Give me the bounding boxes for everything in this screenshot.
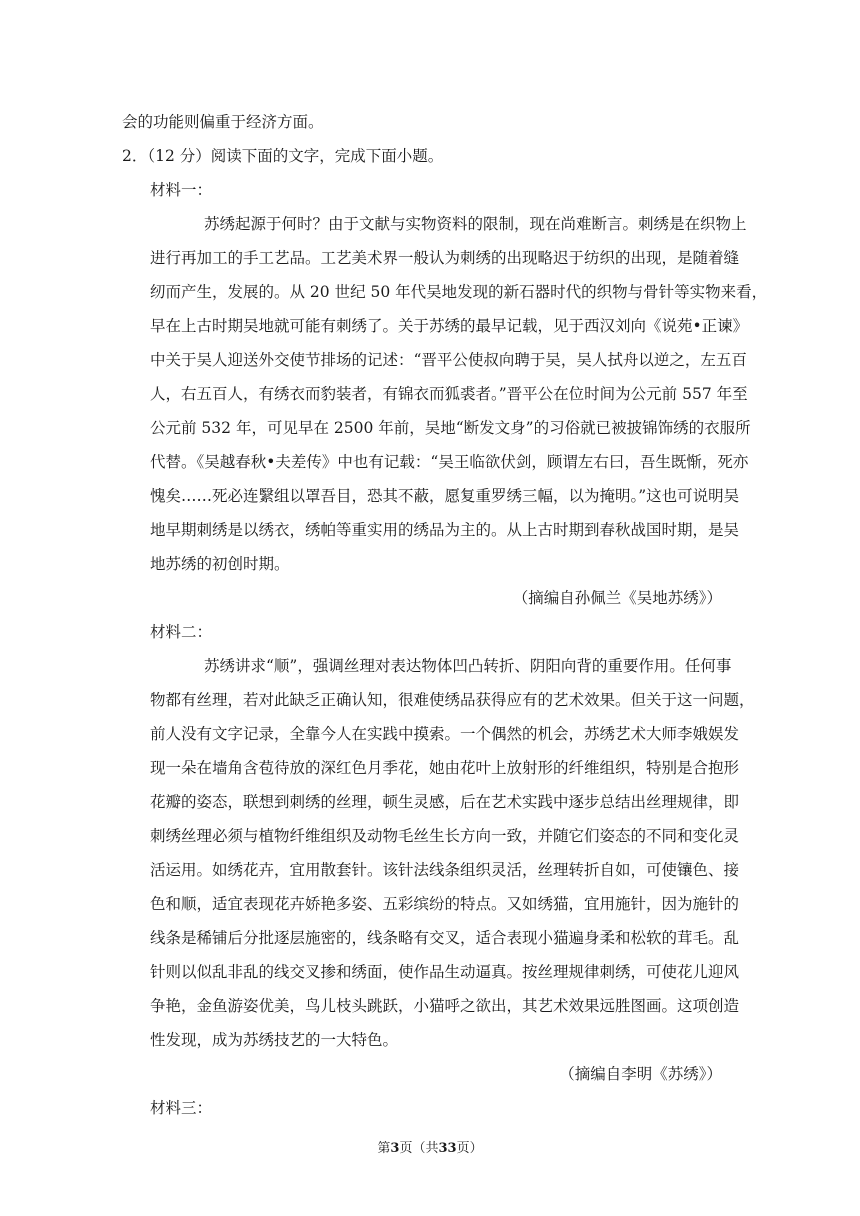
footer-prefix: 第 (377, 1141, 391, 1156)
material-3-heading: 材料三： (150, 1099, 213, 1117)
material-1-line: 苏绣起源于何时？由于文献与实物资料的限制，现在尚难断言。刺绣是在织物上 (204, 215, 747, 233)
material-2-line: 前人没有文字记录，全靠今人在实践中摸索。一个偶然的机会，苏绣艺术大师李娥娱发 (150, 725, 740, 743)
material-1-source: （摘编自孙佩兰《吴地苏绣》） (512, 589, 722, 607)
footer-suffix: 页） (456, 1141, 483, 1156)
material-1-line: 地早期刺绣是以绣衣，绣帕等重实用的绣品为主的。从上古时期到春秋战国时期，是吴 (150, 521, 740, 539)
material-2-line: 争艳，金鱼游姿优美，鸟儿枝头跳跃，小猫呼之欲出，其艺术效果远胜图画。这项创造 (150, 997, 740, 1015)
material-2-line: 花瓣的姿态，联想到刺绣的丝理，顿生灵感，后在艺术实践中逐步总结出丝理规律，即 (150, 793, 740, 811)
question-heading: 2．（12 分）阅读下面的文字，完成下面小题。 (122, 147, 444, 165)
material-1-line: 中关于吴人迎送外交使节排场的记述：“晋平公使叔向聘于吴，吴人拭舟以逆之，左五百 (150, 351, 747, 369)
material-1-line: 纫而产生，发展的。从 20 世纪 50 年代吴地发现的新石器时代的织物与骨针等实物来看， (150, 283, 768, 301)
material-2-line: 性发现，成为苏绣技艺的一大特色。 (150, 1031, 399, 1049)
material-2-line: 色和顺，适宜表现花卉娇艳多姿、五彩缤纷的特点。又如绣猫，宜用施针，因为施针的 (150, 895, 740, 913)
material-2-line: 刺绣丝理必须与植物纤维组织及动物毛丝生长方向一致，并随它们姿态的不同和变化灵 (150, 827, 740, 845)
footer-mid: 页（共 (399, 1141, 439, 1156)
material-1-line: 愧矣……死必连繄组以罩吾目，恐其不蔽，愿复重罗绣三幅，以为掩明。”这也可说明吴 (150, 487, 740, 505)
material-1-line: 进行再加工的手工艺品。工艺美术界一般认为刺绣的出现略迟于纺织的出现，是随着缝 (150, 249, 740, 267)
footer-total-pages: 33 (438, 1141, 457, 1156)
material-2-line: 苏绣讲求“顺”，强调丝理对表达物体凹凸转折、阴阳向背的重要作用。任何事 (204, 657, 732, 675)
material-1-heading: 材料一： (150, 181, 213, 199)
material-2-line: 线条是稀铺后分批逐层施密的，线条略有交叉，适合表现小猫遍身柔和松软的茸毛。乱 (150, 929, 740, 947)
material-2-line: 活运用。如绣花卉，宜用散套针。该针法线条组织灵活，丝理转折自如，可使镶色、接 (150, 861, 740, 879)
previous-text-tail: 会的功能则偏重于经济方面。 (122, 113, 324, 131)
material-1-line: 代替。《吴越春秋•夫差传》中也有记载：“吴王临欲伏剑，顾谓左右曰，吾生既惭，死亦 (150, 453, 749, 471)
material-1-line: 早在上古时期吴地就可能有刺绣了。关于苏绣的最早记载，见于西汉刘向《说苑•正谏》 (150, 317, 749, 335)
material-2-line: 物都有丝理，若对此缺乏正确认知，很难使绣品获得应有的艺术效果。但关于这一问题， (150, 691, 755, 709)
footer-page-number: 3 (390, 1141, 400, 1156)
material-1-line: 公元前 532 年，可见早在 2500 年前，吴地“断发文身”的习俗就已被披锦饰绣的衣服所 (150, 419, 751, 437)
material-2-line: 针则以似乱非乱的线交叉掺和绣面，使作品生动逼真。按丝理规律刺绣，可使花儿迎风 (150, 963, 740, 981)
page-footer (0, 1140, 860, 1158)
material-2-line: 现一朵在墙角含苞待放的深红色月季花，她由花叶上放射形的纤维组织，特别是合抱形 (150, 759, 740, 777)
material-2-source: （摘编自李明《苏绣》） (559, 1065, 722, 1083)
material-1-line: 人，右五百人，有绣衣而豹装者，有锦衣而狐裘者。”晋平公在位时间为公元前 557 年至 (150, 385, 748, 403)
material-1-line: 地苏绣的初创时期。 (150, 555, 290, 573)
material-2-heading: 材料二： (150, 623, 213, 641)
